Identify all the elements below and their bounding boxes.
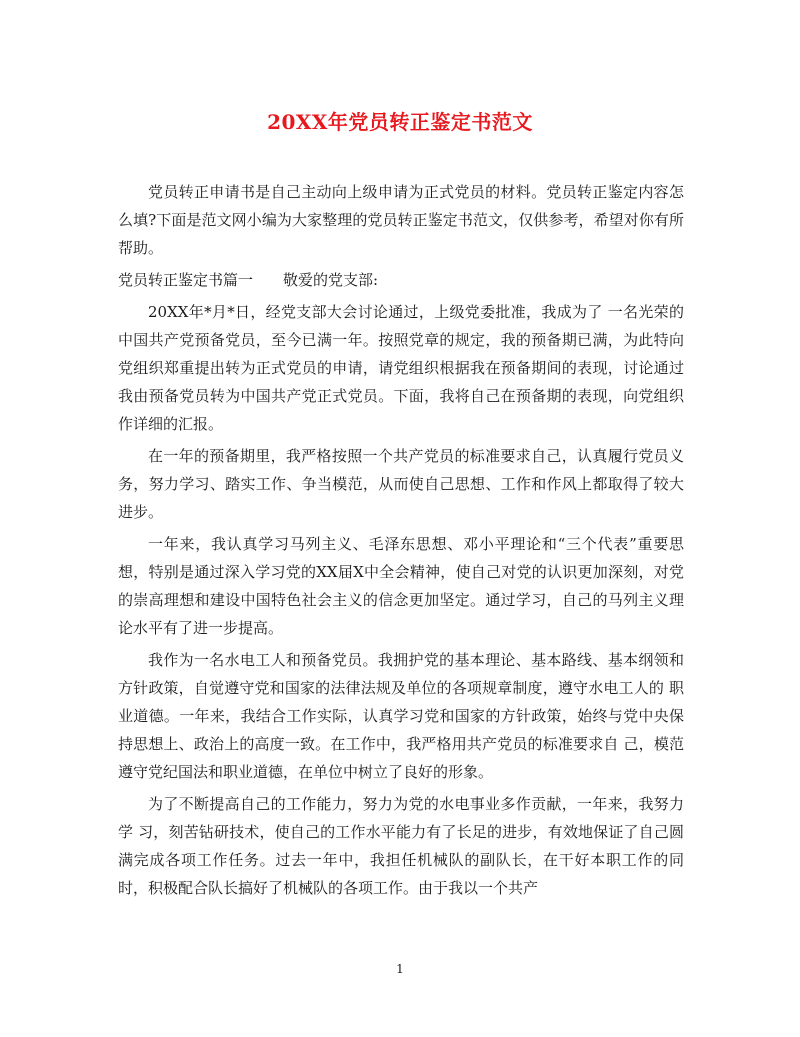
section-heading-salutation: 党员转正鉴定书篇一 敬爱的党支部: (118, 271, 379, 289)
page-number: 1 (396, 962, 404, 976)
page-title: 20XX年党员转正鉴定书范文 (267, 110, 533, 134)
body-paragraph: 我作为一名水电工人和预备党员。我拥护党的基本理论、基本路线、基本纲领和方针政策，自觉遵守党和国家的法律法规及单位的各项规章制度，遵守水电工人的 职业道德。一年来，我结合工作实际，认真学习党和国家的方针政策，始终与党中央保持思想上、政治上的高度一致。在工作中，我严格用共产党员的标准要求自 己，模范遵守党纪国法和职业道德，在单位中树立了良好的形象。 (118, 651, 684, 781)
body-paragraph: 一年来，我认真学习马列主义、毛泽东思想、邓小平理论和“三个代表”重要思想，特别是通过深入学习党的XX届X中全会精神，使自己对党的认识更加深刻，对党的崇高理想和建设中国特色社会主义的信念更加坚定。通过学习，自己的马列主义理论水平有了进一步提高。 (118, 535, 684, 637)
body-paragraph: 为了不断提高自己的工作能力，努力为党的水电事业多作贡献，一年来，我努力学 习，刻苦钻研技术，使自己的工作水平能力有了长足的进步，有效地保证了自己圆满完成各项工作任务。过去一年中，我担任机械队的副队长，在干好本职工作的同 时，积极配合队长搞好了机械队的各项工作。由于我以一个共产 (118, 795, 684, 897)
body-paragraph: 在一年的预备期里，我严格按照一个共产党员的标准要求自己，认真履行党员义务，努力学习、踏实工作、争当模范，从而使自己思想、工作和作风上都取得了较大进步。 (118, 447, 684, 521)
intro-paragraph: 党员转正申请书是自己主动向上级申请为正式党员的材料。党员转正鉴定内容怎么填?下面是范文网小编为大家整理的党员转正鉴定书范文，仅供参考，希望对你有所帮助。 (118, 183, 684, 257)
document-body (118, 178, 684, 906)
body-paragraph: 20XX年*月*日，经党支部大会讨论通过，上级党委批准，我成为了 一名光荣的中国共产党预备党员，至今已满一年。按照党章的规定，我的预备期已满，为此特向党组织郑重提出转为正式党员的申请，请党组织根据我在预备期间的表现，讨论通过我由预备党员转为中国共产党正式党员。下面，我将自己在预备期的表现，向党组织作详细的汇报。 (118, 303, 684, 433)
